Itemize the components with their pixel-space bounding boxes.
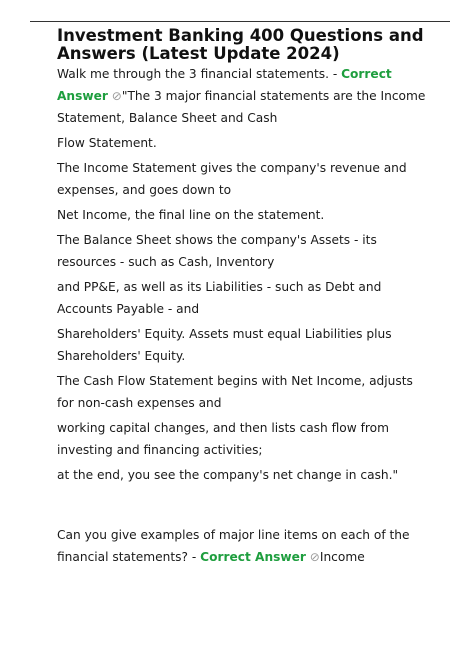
qa-1-question (57, 63, 427, 129)
answer-start: Income (319, 550, 365, 564)
answer-paragraph: Flow Statement. (57, 136, 157, 150)
document-body (57, 27, 427, 568)
answer-paragraph: Shareholders' Equity. Assets must equal Liabilities plus Shareholders' Equity. (57, 327, 392, 363)
check-circle-icon: ⊘ (111, 89, 122, 103)
question-text: Can you give examples of major line items on each of the financial statements? - (57, 528, 410, 564)
answer-paragraph: The Balance Sheet shows the company's Assets - its resources - such as Cash, Inventory (57, 233, 377, 269)
answer-start: "The 3 major financial statements are the Income Statement, Balance Sheet and Cash (57, 89, 426, 125)
answer-paragraph: at the end, you see the company's net change in cash." (57, 468, 399, 482)
check-circle-icon: ⊘ (309, 550, 320, 564)
answer-paragraph: and PP&E, as well as its Liabilities - such as Debt and Accounts Payable - and (57, 280, 382, 316)
qa-2-question (57, 524, 427, 568)
document-title: Investment Banking 400 Questions and Answers (Latest Update 2024) (57, 26, 424, 63)
header-rule (30, 21, 450, 22)
answer-paragraph: Net Income, the final line on the statement. (57, 208, 325, 222)
answer-paragraph: The Income Statement gives the company's revenue and expenses, and goes down to (57, 161, 407, 197)
answer-paragraph: working capital changes, and then lists cash flow from investing and financing activities; (57, 421, 389, 457)
correct-answer-label: Correct Answer (200, 550, 306, 564)
question-text: Walk me through the 3 financial statements. - (57, 67, 342, 81)
correct-answer-label: Correct Answer (57, 67, 392, 103)
answer-paragraph: The Cash Flow Statement begins with Net Income, adjusts for non-cash expenses and (57, 374, 413, 410)
